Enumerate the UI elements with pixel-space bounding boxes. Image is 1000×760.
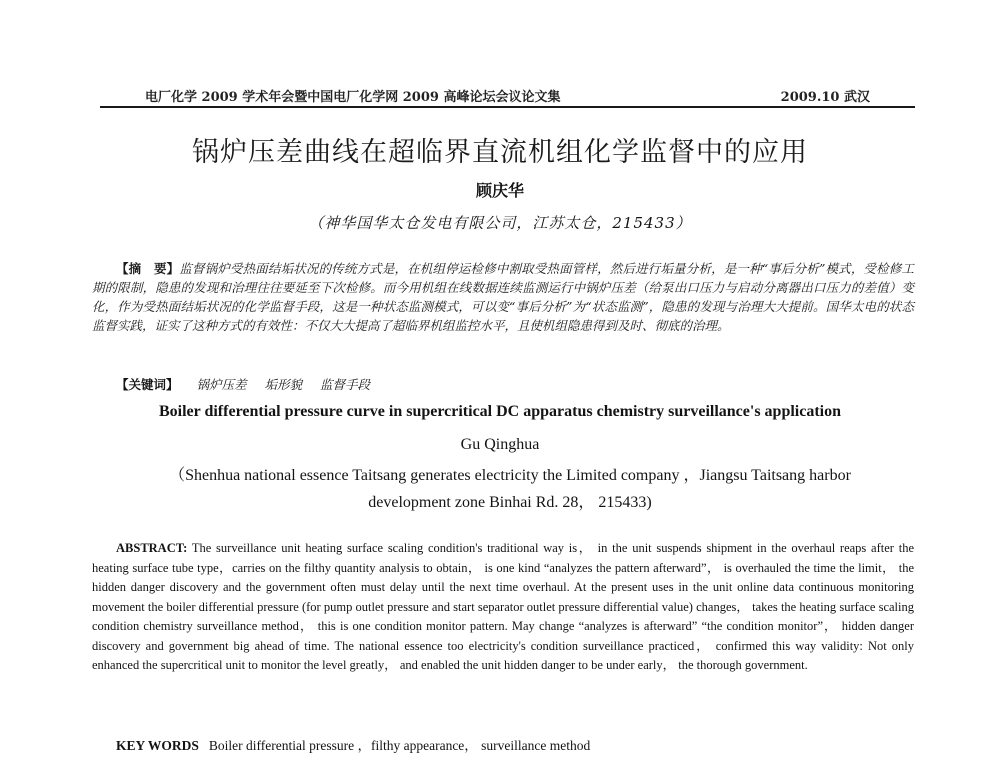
abstract-en: [92, 539, 914, 676]
keywords-cn: [116, 375, 896, 393]
affiliation-en: （Shenhua national essence Taitsang generates electricity the Limited company ，Jiangsu Taitsang harbor development zone Binhai Rd. 28， 215433): [169, 467, 851, 511]
keyword-cn: 垢形貌: [264, 377, 303, 392]
author-name-en: Gu Qinghua: [460, 436, 540, 453]
abstract-cn-label: 【摘 要】: [116, 261, 180, 276]
abstract-cn: [92, 259, 914, 335]
abstract-en-label: ABSTRACT:: [116, 541, 188, 555]
keyword-cn: 锅炉压差: [196, 377, 247, 392]
keywords-cn-label: 【关键词】: [116, 377, 179, 392]
keywords-en-text: Boiler differential pressure ，filthy appearance， surveillance method: [208, 738, 591, 753]
affiliation-cn: （神华国华太仓发电有限公司，江苏太仓，215433）: [308, 214, 692, 232]
keywords-en: [116, 734, 916, 754]
abstract-en-text: The surveillance unit heating surface scaling condition's traditional way is， in the unit suspends shipment in the overhaul reaps after the heating surface tube type，carries on the filthy quantity analysis to obtain， is one kind “analyzes the pattern afterward”， is overhauled the time the limit， the hidden danger discovery and the government often must delay until the next time overhaul. At the present uses in the unit online data continuous monitoring movement the boiler differential pressure (for pump outlet pressure and start separator outlet pressure differential value) changes， takes the heating surface scaling condition chemistry surveillance method， this is one condition monitor pattern. May change “analyzes is afterward” “the condition monitor”， hidden danger discovery and government big ahead of time. The national essence too electricity's condition surveillance practiced， confirmed this way validity: Not only enhanced the supercritical unit to monitor the level greatly， and enabled the unit hidden danger to be under early， the thorough government.: [92, 541, 914, 672]
paper-title-en: Boiler differential pressure curve in supercritical DC apparatus chemistry surveillance's application: [158, 403, 842, 420]
header-rule: [100, 106, 915, 108]
keyword-cn: 监督手段: [320, 377, 371, 392]
abstract-cn-text: 监督锅炉受热面结垢状况的传统方式是，在机组停运检修中割取受热面管样，然后进行垢量分析，是一种“事后分析”模式，受检修工期的限制，隐患的发现和治理往往要延至下次检修。而今用机组在线数据连续监测运行中锅炉压差（给泵出口压力与启动分离器出口压力的差值）变化，作为受热面结垢状况的化学监督手段，这是一种状态监测模式，可以变“事后分析”为“状态监测”，隐患的发现与治理大大提前。国华太电的状态监督实践，证实了这种方式的有效性：不仅大大提高了超临界机组监控水平，且使机组隐患得到及时、彻底的治理。: [92, 261, 914, 333]
conference-date-place: 2009.10 武汉: [780, 90, 870, 105]
journal-name: 电厂化学 2009 学术年会暨中国电厂化学网 2009 高峰论坛会议论文集: [145, 90, 561, 105]
author-name-cn: 顾庆华: [475, 181, 524, 200]
paper-title-cn: 锅炉压差曲线在超临界直流机组化学监督中的应用: [192, 137, 808, 168]
keywords-en-label: KEY WORDS: [116, 738, 199, 753]
